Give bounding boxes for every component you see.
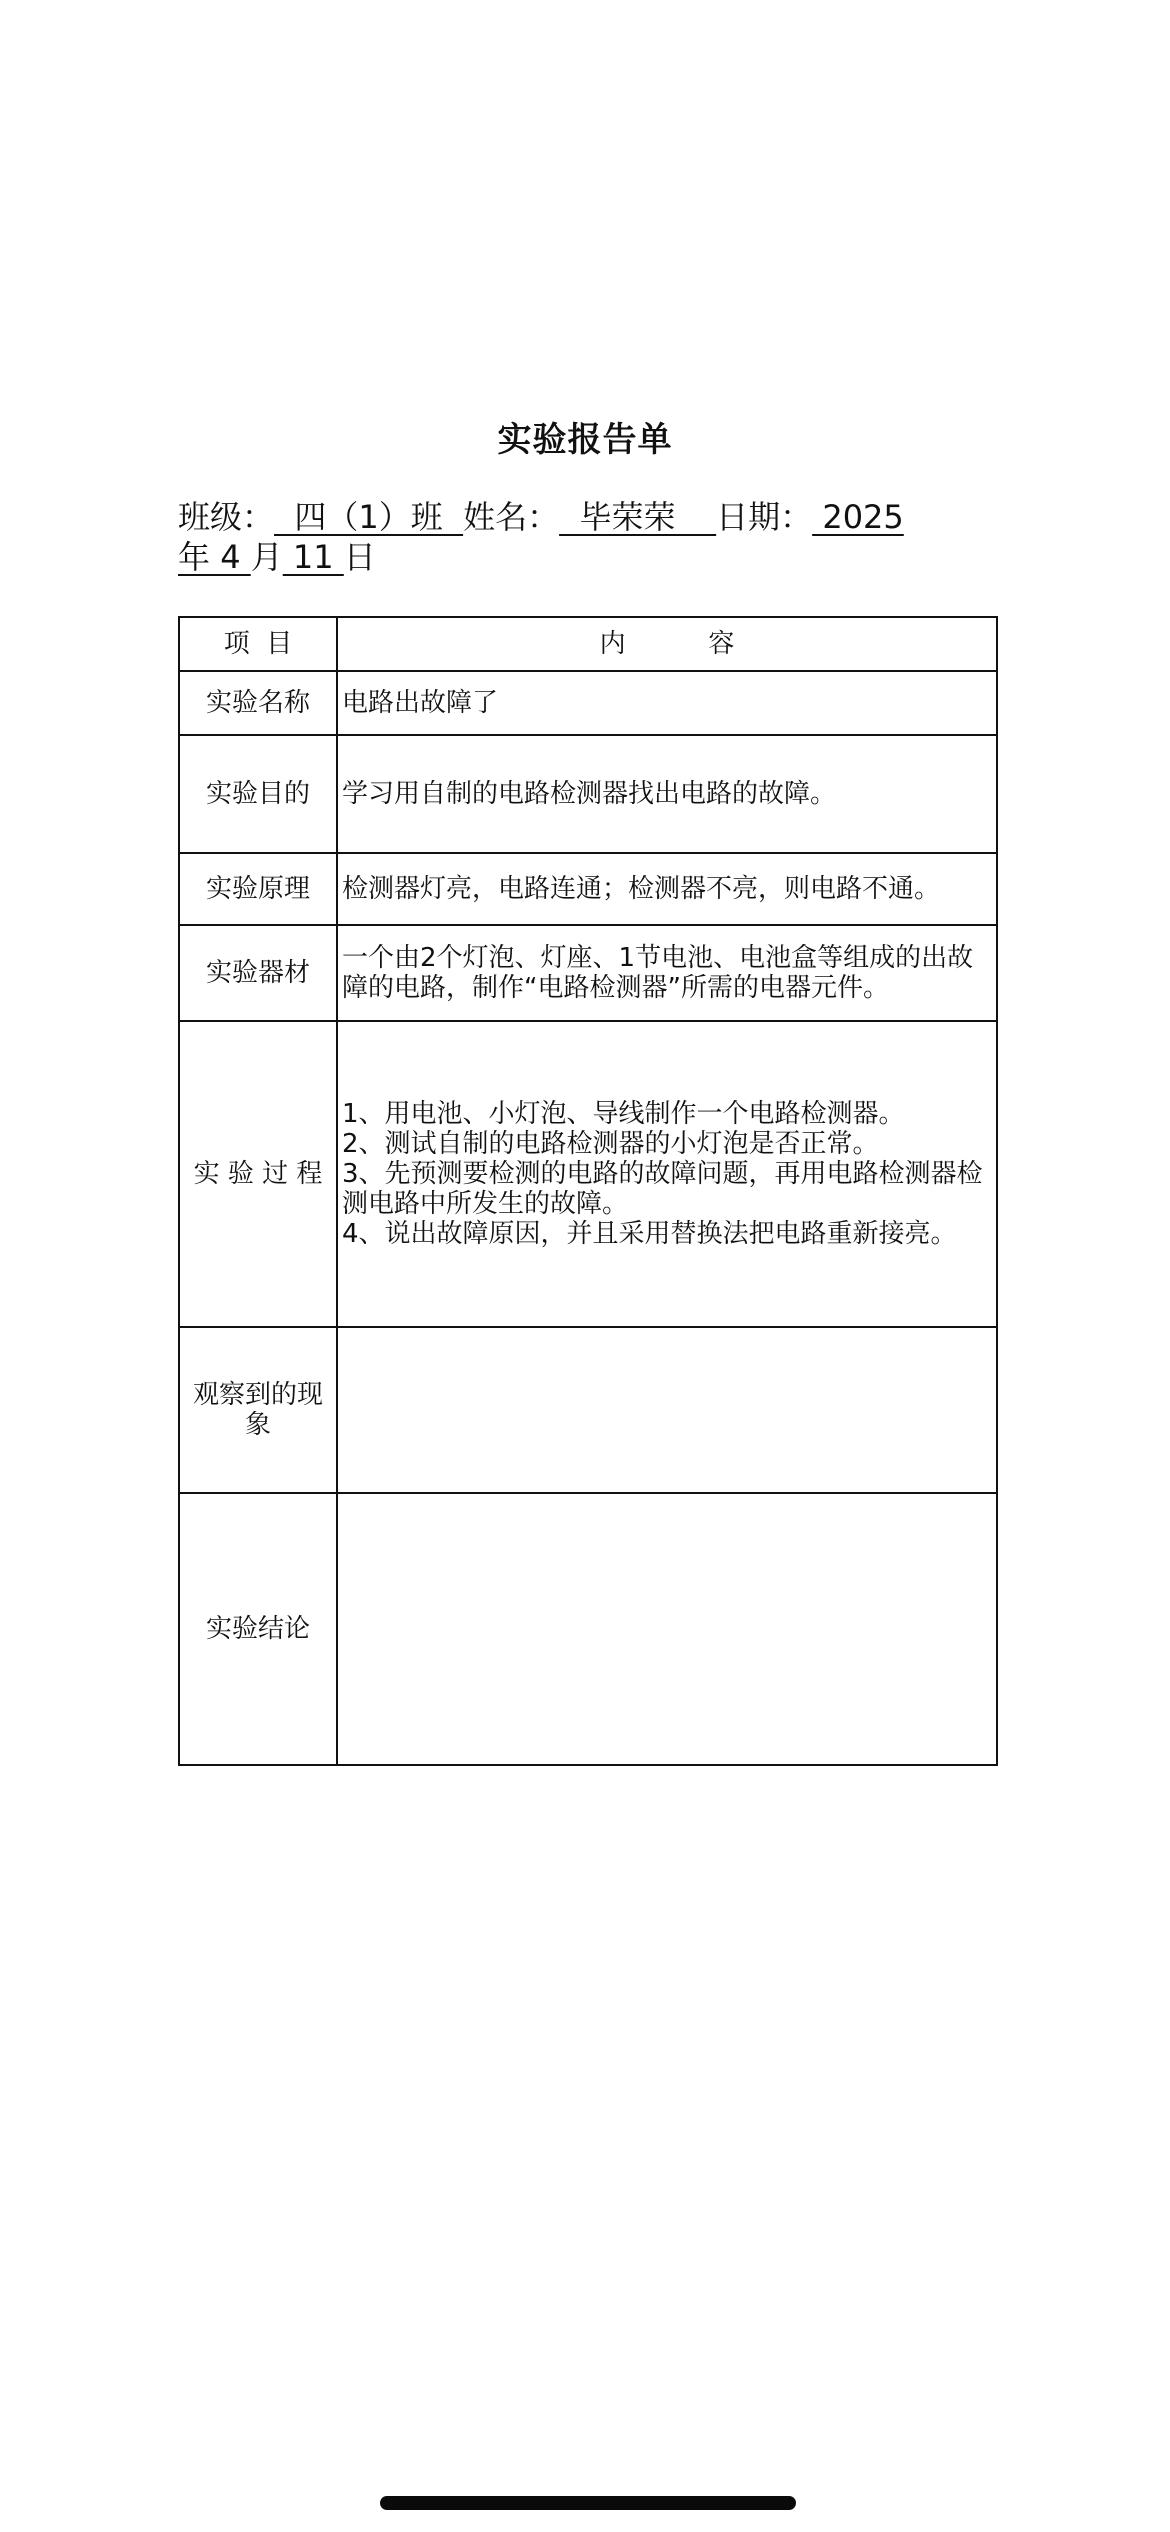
row-content-purpose: 学习用自制的电路检测器找出电路的故障。 — [337, 735, 997, 853]
row-content-conclusion — [337, 1493, 997, 1765]
year-value: 2025 — [812, 498, 904, 536]
table-header-row — [179, 617, 997, 671]
row-content-materials: 一个由2个灯泡、灯座、1节电池、电池盒等组成的出故障的电路，制作“电路检测器”所需的电器元件。 — [337, 925, 997, 1021]
row-item-name: 实验名称 — [179, 671, 337, 735]
row-content-name: 电路出故障了 — [337, 671, 997, 735]
table-row — [179, 671, 997, 735]
month-value: 4 — [210, 538, 251, 576]
class-label: 班级： — [178, 498, 275, 536]
table-row — [179, 853, 997, 925]
process-step-3: 3、先预测要检测的电路的故障问题，再用电路检测器检测电路中所发生的故障。 — [342, 1159, 983, 1219]
name-value: 毕荣荣 — [559, 498, 717, 536]
report-meta-line — [178, 497, 1018, 577]
row-item-principle: 实验原理 — [179, 853, 337, 925]
row-content-observation — [337, 1327, 997, 1493]
process-step-4: 4、说出故障原因，并且采用替换法把电路重新接亮。 — [342, 1219, 957, 1249]
table-row — [179, 925, 997, 1021]
name-label: 姓名： — [463, 498, 560, 536]
table-row — [179, 735, 997, 853]
row-item-observation: 观察到的现象 — [179, 1327, 337, 1493]
table-row — [179, 1327, 997, 1493]
year-unit: 年 — [178, 538, 211, 576]
row-item-materials: 实验器材 — [179, 925, 337, 1021]
report-table — [178, 616, 998, 1766]
class-value: 四（1）班 — [274, 498, 464, 536]
row-item-conclusion: 实验结论 — [179, 1493, 337, 1765]
table-row — [179, 1493, 997, 1765]
process-step-1: 1、用电池、小灯泡、导线制作一个电路检测器。 — [342, 1099, 905, 1129]
date-label: 日期： — [716, 498, 813, 536]
day-value: 11 — [282, 538, 344, 576]
row-item-purpose: 实验目的 — [179, 735, 337, 853]
month-unit: 月 — [250, 538, 283, 576]
page-title: 实验报告单 — [497, 420, 673, 460]
row-item-process: 实 验 过 程 — [179, 1021, 337, 1327]
process-step-2: 2、测试自制的电路检测器的小灯泡是否正常。 — [342, 1129, 879, 1159]
table-row — [179, 1021, 997, 1327]
header-content: 内 容 — [337, 617, 997, 671]
header-item: 项 目 — [179, 617, 337, 671]
day-unit: 日 — [343, 538, 376, 576]
home-indicator[interactable] — [380, 2496, 796, 2510]
row-content-principle: 检测器灯亮，电路连通；检测器不亮，则电路不通。 — [337, 853, 997, 925]
row-content-process — [337, 1021, 997, 1327]
